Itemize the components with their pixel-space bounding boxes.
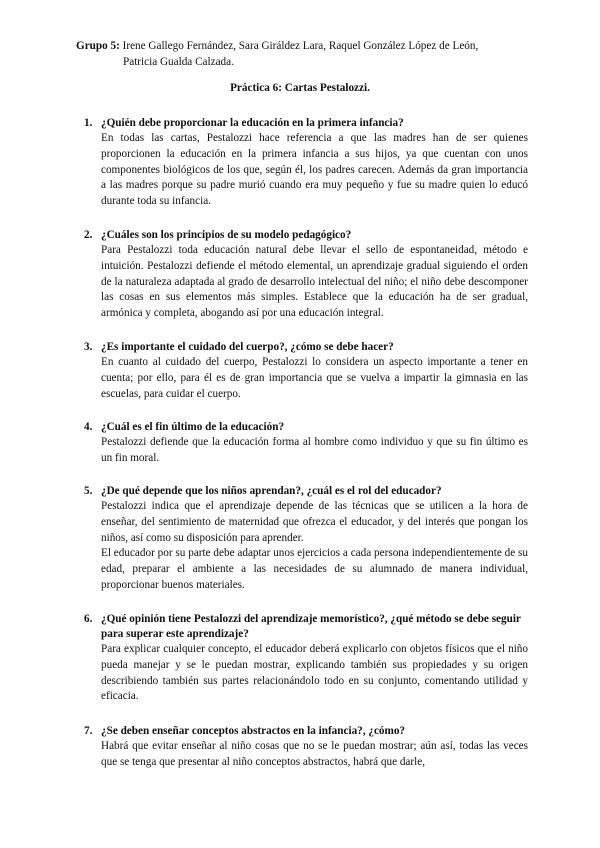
answer-text	[84, 739, 528, 771]
question-text: ¿Qué opinión tiene Pestalozzi del aprendizaje memorístico?, ¿qué método se debe seguir para superar este aprendizaje?	[101, 613, 521, 640]
question-number: 3.	[84, 341, 93, 353]
answer-paragraph: Para Pestalozzi toda educación natural debe llevar el sello de espontaneidad, método e intuición. Pestalozzi defiende el método elemental, un aprendizaje gradual siguiendo el orden de la naturaleza adaptada al grado de desarrollo intelectual del niño; el niño debe descomponer las cosas en sus elementos más simples. Establece que la educación ha de ser gradual, armónica y completa, abogando así por una educación integral.	[101, 244, 528, 320]
question-block	[84, 484, 528, 594]
question-text: ¿De qué depende que los niños aprendan?, ¿cuál es el rol del educador?	[101, 485, 442, 497]
question-heading	[84, 612, 528, 642]
question-number: 2.	[84, 229, 93, 241]
header-line-1	[76, 38, 528, 54]
question-number: 7.	[84, 725, 93, 737]
question-number: 4.	[84, 421, 93, 433]
answer-text	[84, 642, 528, 705]
group-label: Grupo 5:	[76, 40, 120, 52]
question-block	[84, 228, 528, 322]
answer-paragraph: Habrá que evitar enseñar al niño cosas que no se le puedan mostrar; aún así, todas las veces que se tenga que presentar al niño conceptos abstractos, habrá que darle,	[101, 740, 528, 768]
question-heading	[84, 484, 528, 499]
answer-paragraph: El educador por su parte debe adaptar unos ejercicios a cada persona independientemente de su edad, preparar el ambiente a las necesidades de su alumnado de manera individual, proporcionar buenos materiales.	[101, 547, 528, 591]
answer-text	[84, 131, 528, 210]
question-heading	[84, 420, 528, 435]
question-block	[84, 116, 528, 210]
question-heading	[84, 724, 528, 739]
question-heading	[84, 340, 528, 355]
question-text: ¿Cuál es el fin último de la educación?	[101, 421, 285, 433]
question-block	[84, 612, 528, 705]
question-text: ¿Es importante el cuidado del cuerpo?, ¿cómo se debe hacer?	[101, 341, 394, 353]
question-heading	[84, 228, 528, 243]
author-names-line-1: Irene Gallego Fernández, Sara Giráldez Lara, Raquel González López de León,	[122, 40, 479, 52]
answer-paragraph: En todas las cartas, Pestalozzi hace referencia a que las madres han de ser quienes proporcionen la educación en la primera infancia a sus hijos, ya que cuentan con unos componentes biológicos de los que, según él, los padres carecen. Además da gran importancia a las madres porque su padre murió cuando era muy pequeño y fue su madre quien lo educó durante toda su infancia.	[101, 132, 528, 208]
question-block	[84, 420, 528, 467]
question-number: 5.	[84, 485, 93, 497]
answer-text	[84, 435, 528, 467]
question-number: 6.	[84, 613, 93, 625]
answer-paragraph: Pestalozzi defiende que la educación forma al hombre como individuo y que su fin último es un fin moral.	[101, 436, 528, 464]
question-text: ¿Se deben enseñar conceptos abstractos en la infancia?, ¿cómo?	[101, 725, 406, 737]
question-heading	[84, 116, 528, 131]
question-block	[84, 724, 528, 771]
question-text: ¿Cuáles son los principios de su modelo pedagógico?	[101, 229, 352, 241]
answer-paragraph: Pestalozzi indica que el aprendizaje depende de las técnicas que se utilicen a la hora de enseñar, del sentimiento de maternidad que ofrezca el educador, y del interés que pongan los niños, así como su disposición para aprender.	[101, 500, 528, 544]
answer-paragraph: Para explicar cualquier concepto, el educador deberá explicarlo con objetos físicos que el niño pueda manejar y se le puedan mostrar, explicando también sus propiedades y su origen describiendo también sus partes relacionándolo todo en su conjunto, comentando utilidad y eficacia.	[101, 643, 528, 703]
author-names-line-2: Patricia Gualda Calzada.	[123, 56, 234, 68]
answer-text	[84, 355, 528, 402]
answer-text	[84, 499, 528, 594]
question-block	[84, 340, 528, 402]
answer-text	[84, 243, 528, 322]
answer-paragraph: En cuanto al cuidado del cuerpo, Pestalozzi lo considera un aspecto importante a tener en cuenta; por ello, para él es de gran importancia que se vuelva a impartir la gimnasia en las escuelas, para cuidar el cuerpo.	[101, 356, 528, 400]
header	[76, 38, 528, 70]
page-title: Práctica 6: Cartas Pestalozzi.	[230, 82, 370, 94]
question-number: 1.	[84, 117, 93, 129]
question-text: ¿Quién debe proporcionar la educación en la primera infancia?	[101, 117, 404, 129]
